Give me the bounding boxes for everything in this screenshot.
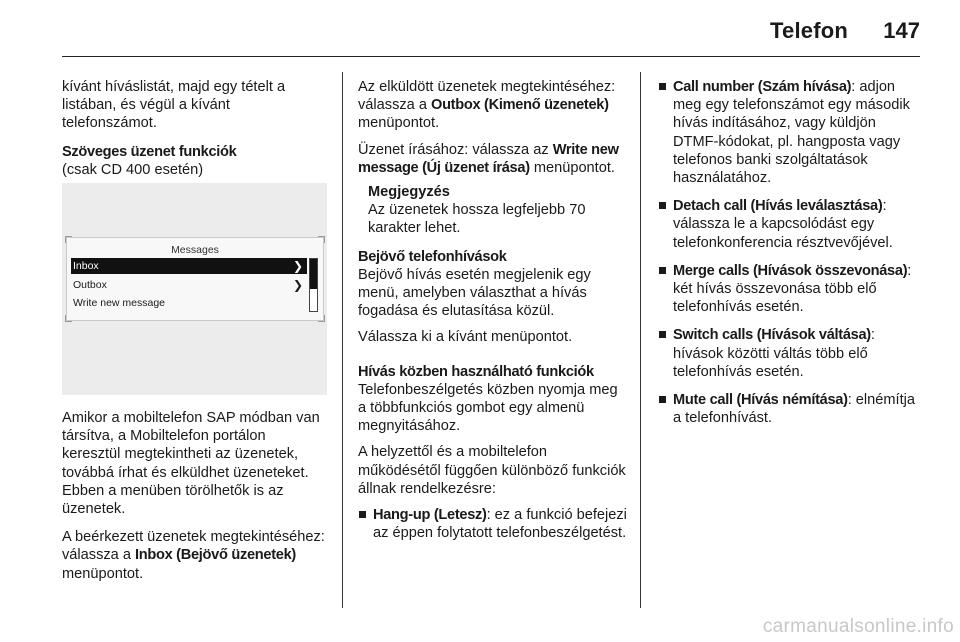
section [358, 363, 628, 436]
paragraph: Telefonbeszélgetés közben nyomja meg a többfunkciós gombot egy almenü megnyitásához. [358, 381, 618, 435]
paragraph: Az elküldött üzenetek megtekintéséhez: válassza a Outbox (Kimenő üzenetek) menüpontot. [358, 79, 616, 132]
watermark: carmanualsonline.info [762, 616, 954, 637]
menu-item-label: Outbox [73, 279, 107, 292]
scrollbar [309, 258, 318, 312]
column-divider-2 [640, 72, 641, 608]
header-divider [62, 56, 920, 57]
screen-title: Messages [171, 244, 219, 257]
messages-screen-image [62, 183, 327, 395]
menu-term: Detach call (Hívás leválasztása) [673, 198, 883, 215]
page-title: Telefon [770, 18, 848, 43]
note-text: Az üzenetek hossza legfeljebb 70 karakter lehet. [368, 202, 586, 237]
list-item: Detach call (Hívás leválasztása): válassza le a kapcsolódást egy telefonkonferencia résztvevőjével. [658, 197, 923, 252]
menu-item-label: Write new message [73, 297, 166, 310]
paragraph: kívánt híváslistát, majd egy tételt a listában, és végül a kívánt telefonszámot. [62, 79, 286, 132]
paragraph: Üzenet írásához: válassza az Write new message (Új üzenet írása) menüpontot. [358, 141, 619, 176]
section-heading: Bejövő telefonhívások [358, 248, 507, 265]
list-item: Mute call (Hívás némítása): elnémítja a telefonhívást. [658, 391, 923, 427]
note-box [358, 183, 628, 238]
list-item: Call number (Szám hívása): adjon meg egy telefonszámot egy második hívás indításához, vagy küldjön DTMF-kódokat, pl. hangposta vagy telefonos banki szolgáltatások használatához. [658, 78, 923, 187]
menu-term: Call number (Szám hívása) [673, 79, 852, 95]
column-divider-1 [342, 72, 343, 608]
scrollbar-thumb [310, 259, 317, 289]
section [358, 248, 628, 321]
menu-term: Merge calls (Hívások összevonása) [673, 262, 908, 279]
list-item: Hang-up (Letesz): ez a funkció befejezi az éppen folytatott telefonbeszélgetést. [358, 506, 628, 542]
column-3 [658, 78, 923, 437]
paragraph: Bejövő hívás esetén megjelenik egy menü, amelyben választhat a hívás fogadása és elutasítása közül. [358, 266, 591, 320]
column-1 [62, 78, 327, 593]
column-2 [358, 78, 628, 552]
bullet-square-icon [359, 511, 366, 518]
paragraph: A helyzettől és a mobiltelefon működésétől függően különböző funkciók állnak rendelkezésre: [358, 444, 626, 497]
menu-item-outbox [71, 277, 307, 293]
note-title: Megjegyzés [368, 184, 450, 201]
section-subtitle: (csak CD 400 esetén) [62, 161, 204, 178]
page-header [0, 0, 960, 60]
menu-item-write-new-message [71, 295, 307, 311]
chevron-right-icon: ❯ [292, 259, 303, 274]
paragraph: A beérkezett üzenetek megtekintéséhez: válassza a Inbox (Bejövő üzenetek) menüpontot. [62, 529, 325, 582]
menu-term: Inbox (Bejövő üzenetek) [135, 547, 296, 564]
bullet-square-icon [659, 83, 666, 90]
menu-item-label: Inbox [73, 260, 99, 273]
section-heading: Hívás közben használható funkciók [358, 363, 594, 380]
bullet-square-icon [659, 396, 666, 403]
menu-term: Write new message (Új üzenet írása) [358, 141, 619, 176]
bullet-square-icon [659, 267, 666, 274]
menu-term: Hang-up (Letesz) [373, 507, 487, 524]
section [62, 143, 327, 179]
bullet-square-icon [659, 202, 666, 209]
paragraph: Amikor a mobiltelefon SAP módban van társítva, a Mobiltelefon portálon keresztül megtekintheti az üzenetek, továbbá írhat és elküldhet üzeneteket. Ebben a menüben törölhetők is az üzenetek. [62, 410, 320, 518]
lcd-display [66, 237, 324, 321]
bullet-square-icon [659, 331, 666, 338]
menu-term: Switch calls (Hívások váltása) [673, 327, 871, 344]
menu-term: Mute call (Hívás némítása) [673, 392, 848, 409]
section-heading: Szöveges üzenet funkciók [62, 143, 237, 160]
chevron-right-icon: ❯ [292, 278, 303, 293]
menu-term: Outbox (Kimenő üzenetek) [431, 97, 609, 114]
page-number: 147 [883, 18, 920, 43]
paragraph: Válassza ki a kívánt menüpontot. [358, 329, 573, 346]
list-item: Merge calls (Hívások összevonása): két hívás összevonása több elő telefonhívás esetén. [658, 262, 923, 317]
menu-item-inbox [71, 258, 307, 274]
list-item: Switch calls (Hívások váltása): hívások közötti váltás több elő telefonhívás esetén. [658, 326, 923, 381]
